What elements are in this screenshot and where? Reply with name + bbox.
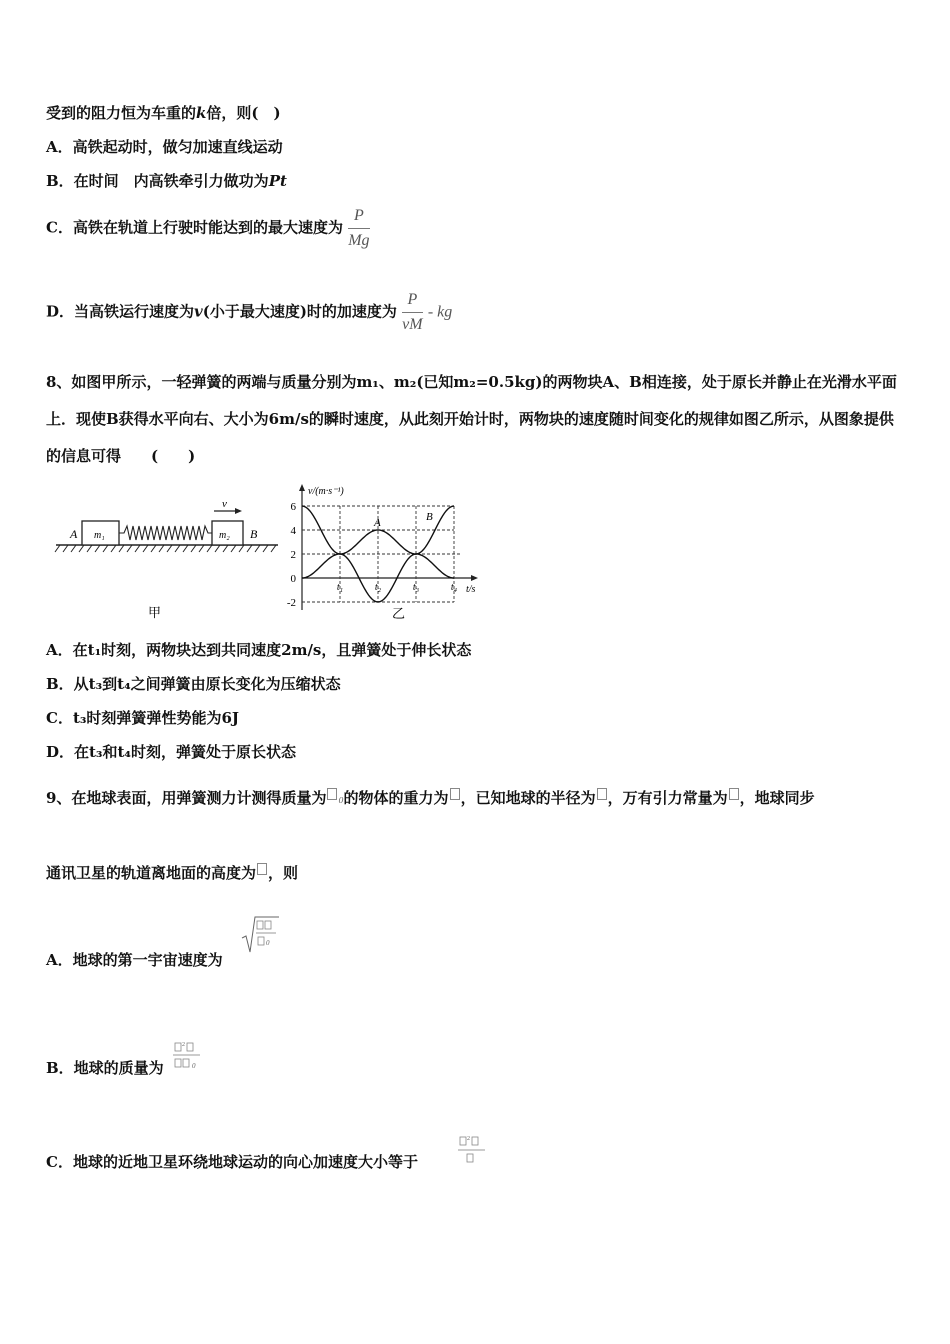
q8-option-a: A．在t₁时刻，两物块达到共同速度2m/s，且弹簧处于伸长状态 xyxy=(46,641,472,659)
spring xyxy=(119,526,212,540)
missing-glyph-icon xyxy=(729,788,739,800)
missing-glyph-icon xyxy=(327,788,337,800)
svg-text:0: 0 xyxy=(266,939,270,947)
y-tick-label: 0 xyxy=(290,573,296,585)
svg-text:2: 2 xyxy=(467,1136,470,1142)
svg-text:2: 2 xyxy=(182,1042,185,1048)
q7-option-d: D．当高铁运行速度为v(小于最大速度)时的加速度为 $\frac{P}{vM}$ - kg xyxy=(46,291,453,333)
q7-stem: 受到的阻力恒为车重的k倍，则( ) xyxy=(46,104,281,122)
x-tick-label: t₃ xyxy=(412,582,420,593)
q8-option-b: B．从t₃到t₄之间弹簧由原长变化为压缩状态 xyxy=(46,675,341,693)
missing-glyph-icon xyxy=(257,863,267,875)
caption-yi: 乙 xyxy=(392,606,406,621)
q8-option-d: D．在t₃和t₄时刻，弹簧处于原长状态 xyxy=(46,743,297,761)
x-tick-label: t₄ xyxy=(450,582,458,593)
series-label-A: A xyxy=(374,517,381,529)
max-speed-fraction: $\frac{P}{Mg}$ xyxy=(348,207,370,249)
q7-option-b: B．在时间 内高铁牵引力做功为Pt xyxy=(46,172,287,190)
caption-jia: 甲 xyxy=(148,605,162,620)
x-tick-label: t₁ xyxy=(336,582,344,593)
label-B: B xyxy=(250,527,258,541)
q9-option-c: C．地球的近地卫星环绕地球运动的向心加速度大小等于 xyxy=(46,1153,418,1171)
label-v: v xyxy=(222,498,227,510)
missing-glyph-icon xyxy=(597,788,607,800)
q7-option-a: A．高铁起动时，做匀加速直线运动 xyxy=(46,138,283,156)
label-m1: m₁ xyxy=(94,530,105,541)
series-label-B: B xyxy=(426,511,433,523)
y-tick-label: 2 xyxy=(290,549,296,561)
acceleration-formula-icon xyxy=(457,1132,489,1168)
figure-yi-chart xyxy=(276,478,496,628)
q9-option-b: B．地球的质量为 xyxy=(46,1059,164,1077)
sqrt-formula-icon xyxy=(240,914,280,956)
q9-option-a: A．地球的第一宇宙速度为 xyxy=(46,951,223,969)
label-m2: m₂ xyxy=(219,530,230,541)
q9-stem-line1: 9、在地球表面，用弹簧测力计测得质量为 0的物体的重力为 ，已知地球的半径为 ，万有引力常量为 ，地球同步 xyxy=(46,789,815,807)
acceleration-fraction: $\frac{P}{vM}$ xyxy=(402,291,423,333)
velocity-arrow-head xyxy=(235,508,242,514)
q9-stem-line2: 通讯卫星的轨道离地面的高度为 ，则 xyxy=(46,864,299,882)
q8-option-c: C．t₃时刻弹簧弹性势能为6J xyxy=(46,709,239,727)
y-tick-label: 6 xyxy=(290,501,296,513)
mass-formula-icon xyxy=(172,1039,204,1073)
y-tick-label: 4 xyxy=(290,525,296,537)
svg-text:0: 0 xyxy=(192,1062,196,1070)
x-axis-arrow xyxy=(471,575,478,581)
missing-glyph-icon xyxy=(450,788,460,800)
figure-jia xyxy=(52,492,284,624)
y-axis-label: v/(m·s⁻¹) xyxy=(308,486,344,497)
x-tick-label: t₂ xyxy=(374,582,382,593)
ground-hatching xyxy=(55,545,276,552)
y-tick-label: -2 xyxy=(286,597,296,609)
label-A: A xyxy=(70,527,78,541)
q8-stem: 8、如图甲所示，一轻弹簧的两端与质量分别为m₁、m₂(已知m₂=0.5kg)的两物块A、B相连接，处于原长并静止在光滑水平面上．现使B获得水平向右、大小为6m/s的瞬时速度，从此刻开始计时，两物块的速度随时间变化的规律如图乙所示，从图象提供的信息可得 ( ) xyxy=(46,373,897,465)
y-axis-arrow xyxy=(299,484,305,491)
x-axis-label: t/s xyxy=(466,584,476,595)
q7-option-c: C．高铁在轨道上行驶时能达到的最大速度为 $\frac{P}{Mg}$ xyxy=(46,207,370,249)
